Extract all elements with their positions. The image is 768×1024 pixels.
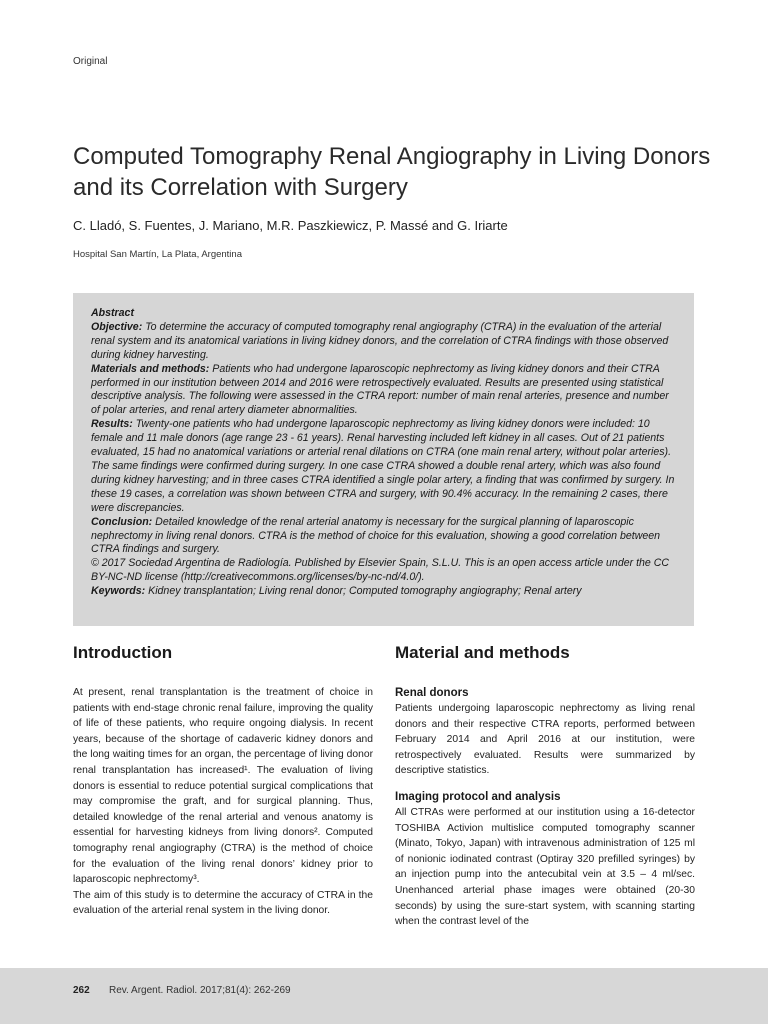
abstract-box	[73, 293, 694, 626]
introduction-column	[73, 641, 373, 919]
renal-donors-paragraph: Patients undergoing laparoscopic nephrectomy as living renal donors and their respective CTRA reports, performed between February 2014 and April 2016 at our institution, were retrospectively evaluated. Results were summarized by descriptive statistics.	[395, 703, 695, 777]
abstract-methods	[91, 363, 676, 419]
results-label: Results:	[91, 418, 133, 431]
abstract-conclusion	[91, 516, 676, 558]
abstract-results	[91, 418, 676, 515]
introduction-paragraph-1: At present, renal transplantation is the treatment of choice in patients with end-stage chronic renal failure, improving the quality of life of these patients, who require ongoing dialysis. In recent years, because of the shortage of cadaveric kidney donors and the long waiting times for an organ, the percentage of living donor renal transplantation has increased¹. The evaluation of living donors is essential to reduce potential surgical complications that may compromise the graft, and for surgical planning. Thus, detailed knowledge of the renal arterial and venous anatomy is essential for harvesting kidneys from living donors². Computed tomography renal angiography (CTRA) is the method of choice for the evaluation of the living renal donors’ kidney prior to laparoscopic nephrectomy³.	[73, 687, 373, 886]
article-title: Computed Tomography Renal Angiography in Living Donors and its Correlation with Surgery	[73, 143, 711, 201]
methods-column	[395, 641, 695, 930]
journal-citation: Rev. Argent. Radiol. 2017;81(4): 262-269	[109, 985, 291, 996]
author-list: C. Lladó, S. Fuentes, J. Mariano, M.R. Paszkiewicz, P. Massé and G. Iriarte	[73, 218, 508, 233]
methods-heading: Material and methods	[395, 643, 570, 662]
methods-label: Materials and methods:	[91, 362, 210, 375]
imaging-protocol-subheading: Imaging protocol and analysis	[395, 790, 561, 803]
section-label: Original	[73, 56, 108, 67]
methods-text: Patients who had undergone laparoscopic nephrectomy as living kidney donors and their CTRA performed in our institution between 2014 and 2016 were retrospectively evaluated. Results are presented using statistical descriptive analysis. The following were assessed in the CTRA report: number of main renal arteries, presence and number of polar arteries, and renal artery diameter abnormalities.	[91, 362, 669, 417]
conclusion-label: Conclusion:	[91, 515, 153, 528]
objective-label: Objective:	[91, 320, 143, 333]
introduction-paragraph-2: The aim of this study is to determine the accuracy of CTRA in the evaluation of the arterial renal system in the living donor.	[73, 889, 373, 917]
abstract-keywords	[91, 585, 676, 599]
introduction-heading: Introduction	[73, 643, 173, 662]
abstract-heading: Abstract	[91, 307, 134, 319]
footer-band	[0, 968, 768, 1024]
abstract-copyright: © 2017 Sociedad Argentina de Radiología. Published by Elsevier Spain, S.L.U. This is an open access article under the CC BY-NC-ND license (http://creativecommons.org/licenses/by-nc-nd/4.0/).	[91, 557, 670, 584]
conclusion-text: Detailed knowledge of the renal arterial anatomy is necessary for the surgical planning of laparoscopic nephrectomy in living renal donors. CTRA is the method of choice for this evaluation, showing a good correlation between CTRA findings and surgery.	[91, 515, 661, 556]
imaging-protocol-paragraph: All CTRAs were performed at our institution using a 16-detector TOSHIBA Activion multislice computed tomography scanner (Minato, Tokyo, Japan) with intravenous administration of 125 ml of nonionic iodinated contrast (Optiray 320 prefilled syringes) by an injection pump into the antecubital vein at 3.5 – 4 ml/sec. Unenhanced arterial phase images were obtained (20-30 seconds) by using the sure-start system, with scanning starting when the contrast level of the	[395, 806, 695, 928]
renal-donors-subheading: Renal donors	[395, 687, 469, 699]
abstract-objective	[91, 321, 676, 363]
affiliation: Hospital San Martín, La Plata, Argentina	[73, 249, 242, 260]
page-number: 262	[73, 985, 90, 996]
objective-text: To determine the accuracy of computed tomography renal angiography (CTRA) in the evaluation of the arterial renal system and its anatomical variations in living kidney donors, and the correlation of CTRA findings with those observed during kidney harvesting.	[91, 320, 669, 361]
keywords-text: Kidney transplantation; Living renal donor; Computed tomography angiography; Renal artery	[148, 585, 582, 598]
keywords-label: Keywords:	[91, 585, 146, 598]
results-text: Twenty-one patients who had undergone laparoscopic nephrectomy as living kidney donors were included: 10 female and 11 male donors (age range 23 - 61 years). Renal harvesting included left kidney in all cases. Out of 21 patients evaluated, 15 had no anatomical variations or arterial renal dilations on CTRA (one main renal artery, without polar arteries). The same findings were confirmed during surgery. In one case CTRA showed a double renal artery, which was also found during kidney harvesting; and in three cases CTRA identified a single polar artery, a finding that was confirmed by surgery. In these 19 cases, a correlation was shown between CTRA and surgery, with 90.4% accuracy. In the remaining 2 cases, there were discrepancies.	[91, 418, 675, 514]
